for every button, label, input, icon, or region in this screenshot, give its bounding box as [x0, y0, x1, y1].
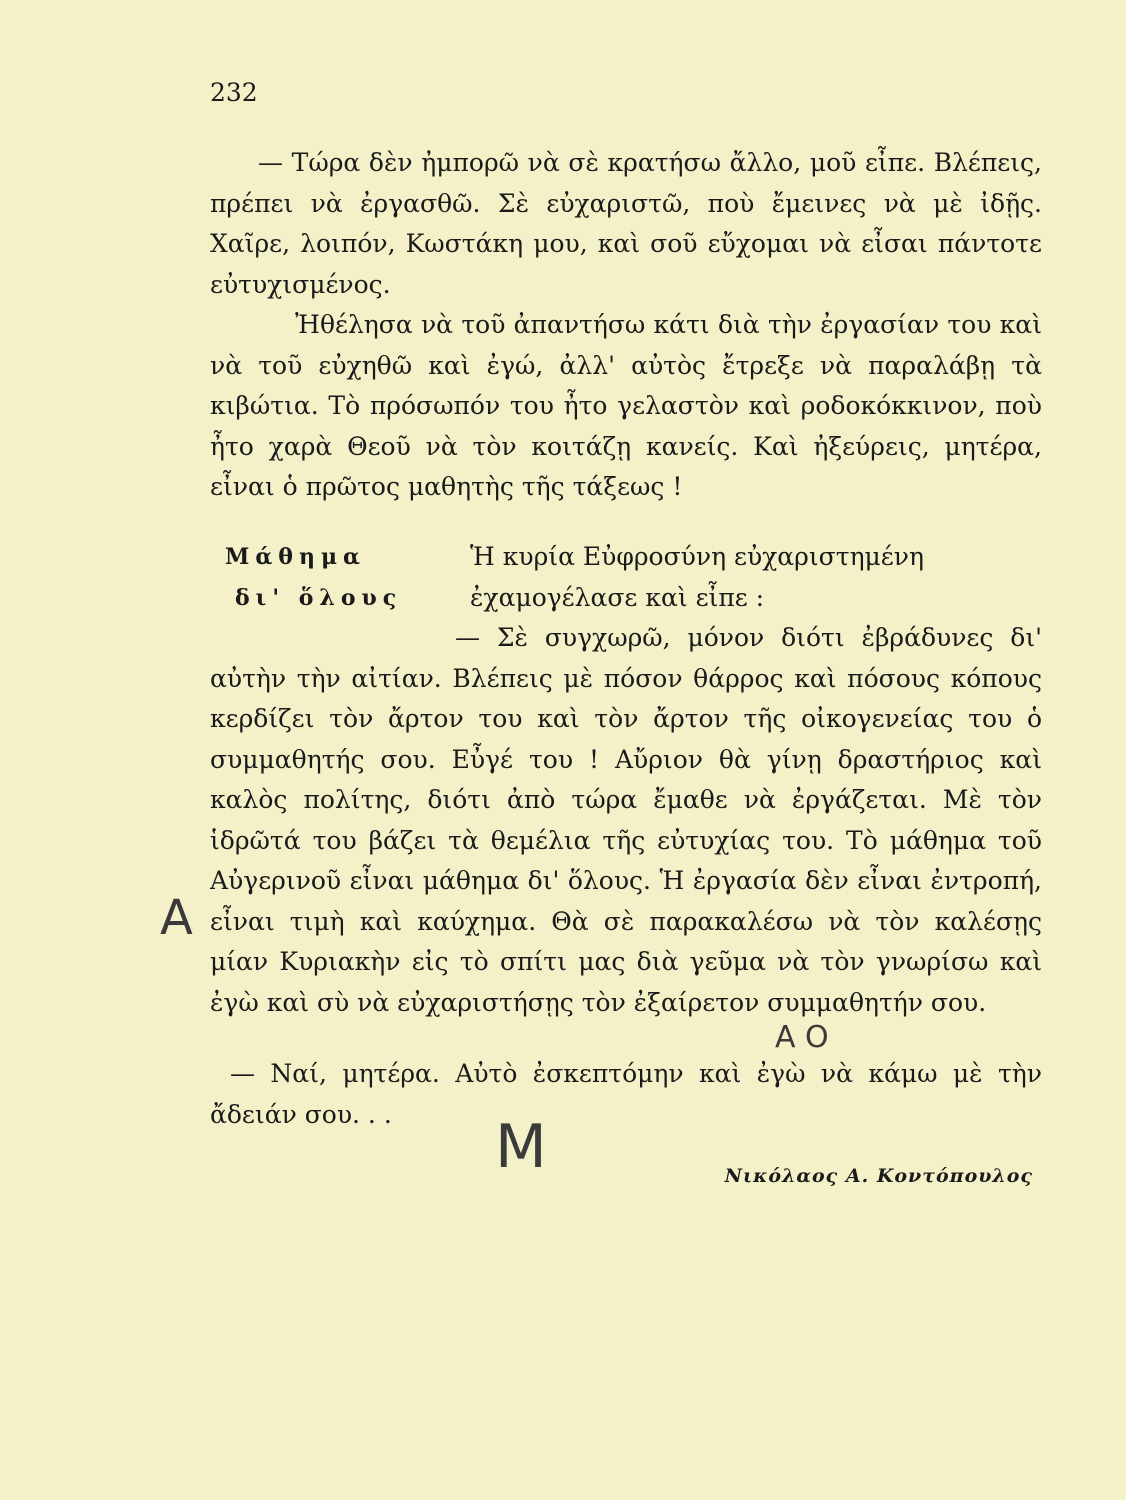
- paragraph-3: — Σὲ συγχωρῶ, μόνον διότι ἐβράδυνες δι' αὐτὴν τὴν αἰτίαν. Βλέπεις μὲ πόσον θάρρος καὶ πόσους κόπους κερδίζει τὸν ἄρτον του καὶ τὸν ἄρτον τῆς οἰκογενείας του ὁ συμμαθητής σου. Εὖγέ του ! Αὔριον θὰ γίνῃ δραστήριος καὶ καλὸς πολίτης, διότι ἀπὸ τώρα ἔμαθε νὰ ἐργάζεται. Μὲ τὸν ἱδρῶτά του βάζει τὰ θεμέλια τῆς εὐτυχίας του. Τὸ μάθημα τοῦ Αὐγερινοῦ εἶναι μάθημα δι' ὅλους. Ἡ ἐργασία δὲν εἶναι ἐντροπή, εἶναι τιμὴ καὶ καύχημα. Θὰ σὲ παρακαλέσω νὰ τὸν καλέσῃς μίαν Κυριακὴν εἰς τὸ σπίτι μας διὰ γεῦμα νὰ τὸν γνωρίσω καὶ ἐγὼ καὶ σὺ νὰ εὐχαριστήσῃς τὸν ἐξαίρετον συμμαθητήν σου.: [210, 623, 1042, 1017]
- handwritten-inline-mark: A O: [775, 1020, 829, 1055]
- side-note-line-2: δι' ὅλους: [235, 584, 403, 611]
- handwritten-margin-mark: A: [160, 890, 193, 946]
- side-note-line-1: Μάθημα: [225, 544, 366, 570]
- author-signature: Νικόλαος Α. Κοντόπουλος: [724, 1165, 1033, 1187]
- side-note-heading: [225, 537, 445, 618]
- paragraph-4: — Ναί, μητέρα. Αὐτὸ ἐσκεπτόμην καὶ ἐγὼ νὰ κάμω μὲ τὴν ἄδειάν σου. . .: [210, 1059, 1042, 1129]
- page-number: 232: [210, 78, 258, 107]
- paragraph-3-intro: Ἡ κυρία Εὐφροσύνη εὐχαριστημένη ἐχαμογέλασε καὶ εἶπε :: [470, 542, 924, 612]
- paragraph-1: — Τώρα δὲν ἠμπορῶ νὰ σὲ κρατήσω ἄλλο, μοῦ εἶπε. Βλέπεις, πρέπει νὰ ἐργασθῶ. Σὲ εὐχαριστῶ, ποὺ ἔμεινες νὰ μὲ ἰδῇς. Χαῖρε, λοιπόν, Κωστάκη μου, καὶ σοῦ εὔχομαι νὰ εἶσαι πάντοτε εὐτυχισμένος.: [210, 148, 1042, 299]
- paragraph-2: Ἠθέλησα νὰ τοῦ ἀπαντήσω κάτι διὰ τὴν ἐργασίαν του καὶ νὰ τοῦ εὐχηθῶ καὶ ἐγώ, ἀλλ' αὐτὸς ἔτρεξε νὰ παραλάβῃ τὰ κιβώτια. Τὸ πρόσωπόν του ἦτο γελαστὸν καὶ ροδοκόκκινον, ποὺ ἦτο χαρὰ Θεοῦ νὰ τὸν κοιτάζῃ κανείς. Καὶ ἠξεύρεις, μητέρα, εἶναι ὁ πρῶτος μαθητὴς τῆς τάξεως !: [210, 310, 1042, 501]
- handwritten-bottom-mark: M: [495, 1112, 547, 1182]
